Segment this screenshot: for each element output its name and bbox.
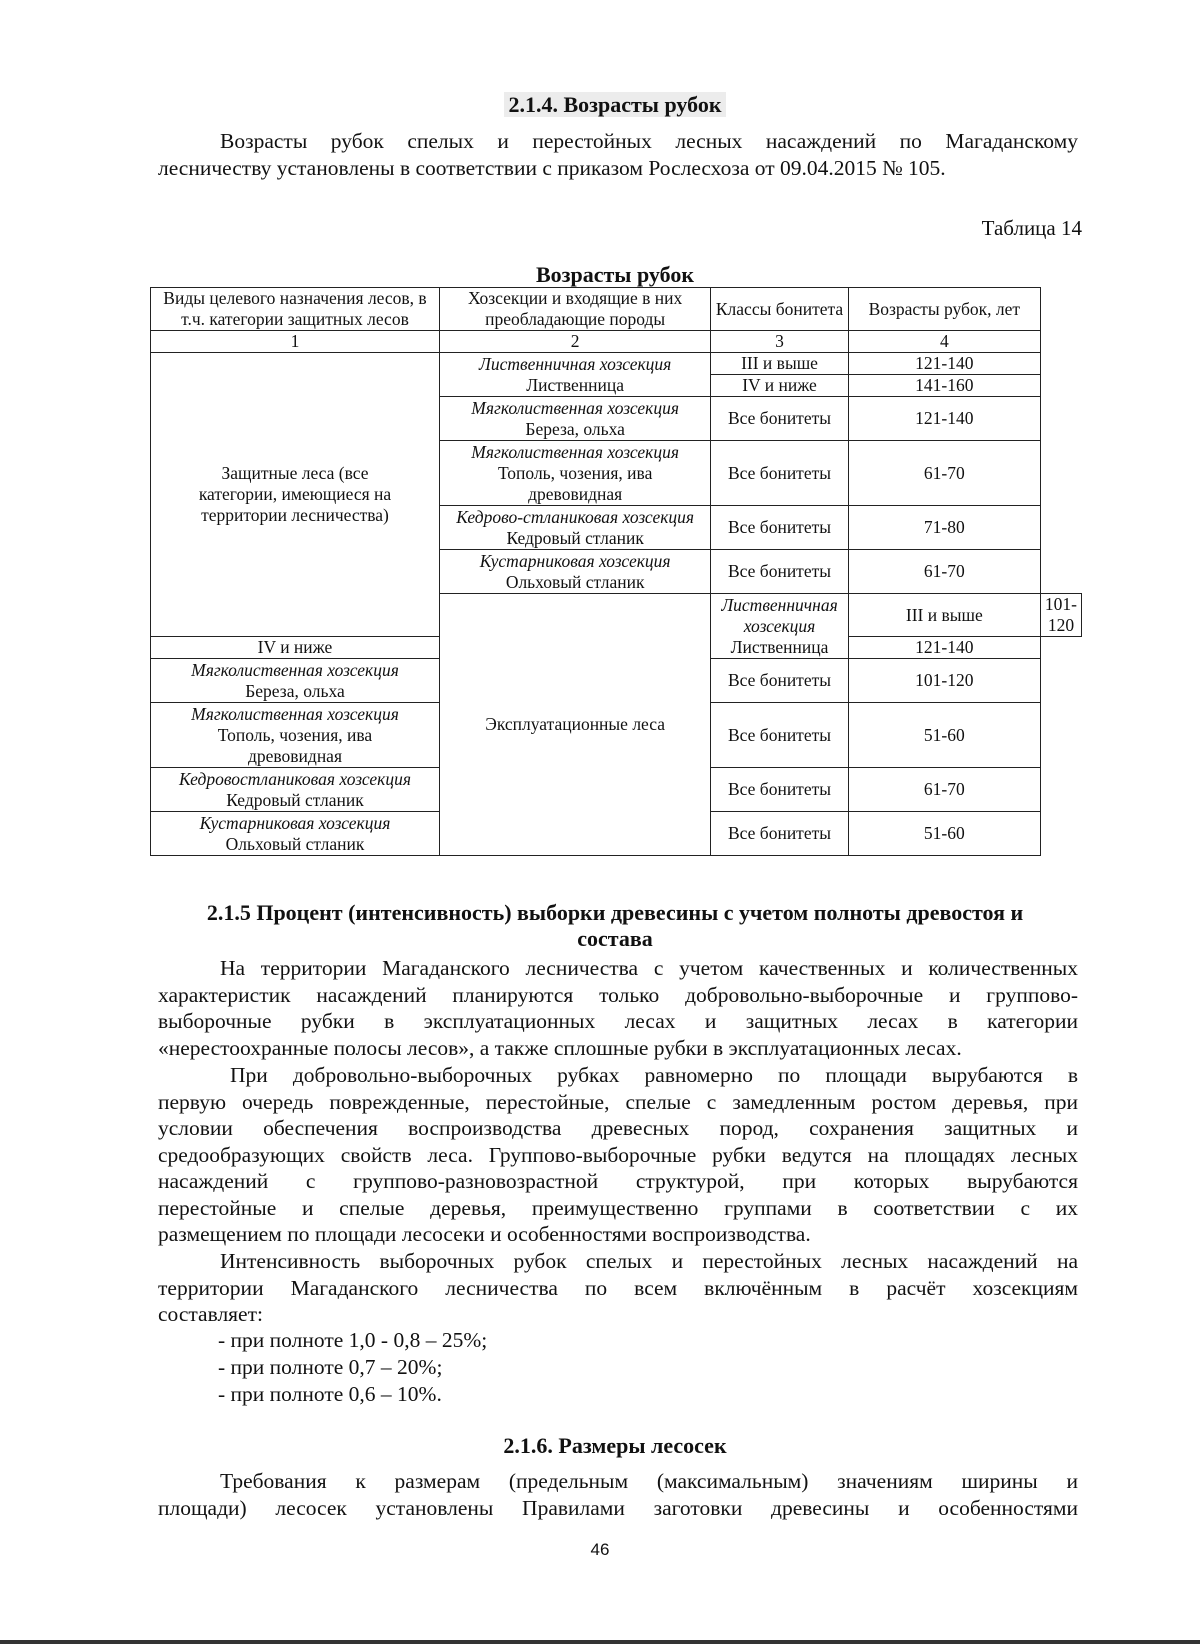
hozsection-name: Лиственничная хозсекция — [478, 353, 672, 374]
section-215-title — [150, 900, 1080, 952]
species-name: Кедровый стланик — [506, 527, 644, 548]
age-cell: 121-140 — [848, 637, 1040, 659]
species-name: Тополь, чозения, ива древовидная — [217, 724, 373, 766]
text-line: перестойные и спелые деревья, преимущественно группами в соответствии с их — [158, 1195, 1078, 1220]
section-215-title-line: состава — [577, 926, 653, 951]
hozsection-cell — [439, 441, 710, 506]
column-number: 4 — [848, 331, 1040, 353]
column-number: 1 — [151, 331, 440, 353]
text-line: лесничеству установлены в соответствии с приказом Рослесхоза от 09.04.2015 № 105. — [158, 155, 946, 180]
species-name: Береза, ольха — [525, 418, 625, 439]
age-cell: 61-70 — [848, 441, 1040, 506]
hozsection-name: Кустарниковая хозсекция — [479, 550, 671, 571]
hozsection-name: Кедровостланиковая хозсекция — [178, 768, 411, 789]
age-cell: 51-60 — [848, 703, 1040, 768]
hozsection-cell — [151, 703, 440, 768]
species-name: Ольховый стланик — [225, 833, 365, 854]
section-215-paragraph-1 — [158, 955, 1078, 1061]
class-cell: III и выше — [848, 594, 1040, 637]
text-line: Требования к размерам (предельным (максимальным) значениям ширины и — [220, 1469, 1078, 1493]
list-item: - при полноте 0,7 – 20%; — [218, 1355, 443, 1379]
section-214-paragraph — [158, 128, 1078, 181]
header-classes: Классы бонитета — [711, 288, 848, 331]
column-number: 3 — [711, 331, 848, 353]
section-216-title: 2.1.6. Размеры лесосек — [503, 1433, 727, 1458]
list-item: - при полноте 0,6 – 10%. — [218, 1382, 442, 1406]
species-name: Тополь, чозения, ива древовидная — [497, 462, 653, 504]
hozsection-cell — [439, 550, 710, 594]
text-line: составляет: — [158, 1302, 263, 1326]
age-cell: 121-140 — [848, 397, 1040, 441]
table-row — [151, 353, 1082, 375]
hozsection-cell — [151, 768, 440, 812]
age-cell: 61-70 — [848, 768, 1040, 812]
hozsection-cell — [439, 506, 710, 550]
text-line: средообразующих свойств леса. Группово-выборочные рубки ведутся на площадях лесных — [158, 1142, 1078, 1167]
class-cell: Все бонитеты — [711, 768, 848, 812]
hozsection-name: Мягколиственная хозсекция — [191, 659, 399, 680]
text-line: первую очередь поврежденные, перестойные, спелые с замедленным ростом деревья, при — [158, 1089, 1078, 1114]
age-cell: 101-120 — [1040, 594, 1081, 637]
hozsection-name: Кустарниковая хозсекция — [199, 812, 391, 833]
class-cell: Все бонитеты — [711, 397, 848, 441]
age-cell: 51-60 — [848, 812, 1040, 856]
age-cell: 141-160 — [848, 375, 1040, 397]
text-line: Возрасты рубок спелых и перестойных лесных насаждений по Магаданскому — [220, 129, 1078, 153]
table-caption: Таблица 14 — [981, 216, 1082, 240]
hozsection-cell — [151, 659, 440, 703]
hozsection-cell — [439, 397, 710, 441]
text-line: насаждений с группово-разновозрастной структурой, при которых вырубаются — [158, 1169, 1078, 1193]
class-cell: Все бонитеты — [711, 703, 848, 768]
header-purpose: Виды целевого назначения лесов, в т.ч. категории защитных лесов — [151, 288, 440, 331]
section-214-title: 2.1.4. Возрасты рубок — [150, 92, 1080, 118]
class-cell: III и выше — [711, 353, 848, 375]
text-line: территории Магаданского лесничества по всем включённым в расчёт хозсекциям — [158, 1275, 1078, 1300]
section-216-paragraph — [158, 1468, 1078, 1521]
hozsection-name: Лиственничная хозсекция — [721, 594, 838, 636]
species-name: Береза, ольха — [245, 680, 345, 701]
text-line: выборочные рубки в эксплуатационных лесах и защитных лесах в категории — [158, 1009, 1078, 1033]
hozsection-name: Кедрово-стланиковая хозсекция — [456, 506, 695, 527]
hozsection-cell — [711, 594, 848, 659]
hozsection-name: Мягколиственная хозсекция — [191, 703, 399, 724]
text-line: При добровольно-выборочных рубках равномерно по площади вырубаются в — [230, 1063, 1078, 1087]
section-215-paragraph-2 — [158, 1062, 1078, 1248]
class-cell: Все бонитеты — [711, 659, 848, 703]
species-name: Лиственница — [730, 636, 829, 657]
bottom-scan-edge — [0, 1640, 1200, 1644]
text-line: «нерестоохранные полосы лесов», а также сплошные рубки в эксплуатационных лесах. — [158, 1035, 962, 1060]
class-cell: Все бонитеты — [711, 550, 848, 594]
age-cell: 61-70 — [848, 550, 1040, 594]
species-name: Ольховый стланик — [505, 571, 645, 592]
class-cell: IV и ниже — [151, 637, 440, 659]
table-header-row — [151, 288, 1082, 331]
header-sections: Хозсекции и входящие в них преобладающие породы — [439, 288, 710, 331]
section-215-title-line: 2.1.5 Процент (интенсивность) выборки древесины с учетом полноты древостоя и — [206, 900, 1024, 925]
list-item: - при полноте 1,0 - 0,8 – 25%; — [218, 1328, 488, 1352]
age-cell: 71-80 — [848, 506, 1040, 550]
group-name-protective: Защитные леса (все категории, имеющиеся на территории лесничества) — [151, 353, 440, 637]
species-name: Лиственница — [526, 374, 625, 395]
hozsection-name: Мягколиственная хозсекция — [471, 397, 679, 418]
class-cell: Все бонитеты — [711, 441, 848, 506]
column-number: 2 — [439, 331, 710, 353]
age-cell: 121-140 — [848, 353, 1040, 375]
class-cell: Все бонитеты — [711, 812, 848, 856]
species-name: Кедровый стланик — [226, 789, 364, 810]
text-line: Интенсивность выборочных рубок спелых и перестойных лесных насаждений на — [220, 1249, 1078, 1273]
text-line: размещением по площади лесосеки и особенностями воспроизводства. — [158, 1222, 811, 1246]
hozsection-name: Мягколиственная хозсекция — [471, 441, 679, 462]
class-cell: Все бонитеты — [711, 506, 848, 550]
class-cell: IV и ниже — [711, 375, 848, 397]
text-line: На территории Магаданского лесничества с учетом качественных и количественных — [220, 956, 1078, 980]
text-line: площади) лесосек установлены Правилами заготовки древесины и особенностями — [158, 1495, 1078, 1520]
text-line: характеристик насаждений планируются только добровольно-выборочные и группово- — [158, 982, 1078, 1007]
cutting-ages-table — [150, 287, 1082, 856]
hozsection-cell — [151, 812, 440, 856]
group-name-exploitation: Эксплуатационные леса — [439, 594, 710, 856]
table-column-number-row — [151, 331, 1082, 353]
text-line: условии обеспечения воспроизводства древесных пород, сохранения защитных и — [158, 1116, 1078, 1140]
age-cell: 101-120 — [848, 659, 1040, 703]
table-title: Возрасты рубок — [535, 262, 695, 287]
page-number: 46 — [590, 1540, 610, 1559]
section-215-paragraph-3 — [158, 1248, 1078, 1328]
header-ages: Возрасты рубок, лет — [848, 288, 1040, 331]
hozsection-cell — [439, 353, 710, 397]
